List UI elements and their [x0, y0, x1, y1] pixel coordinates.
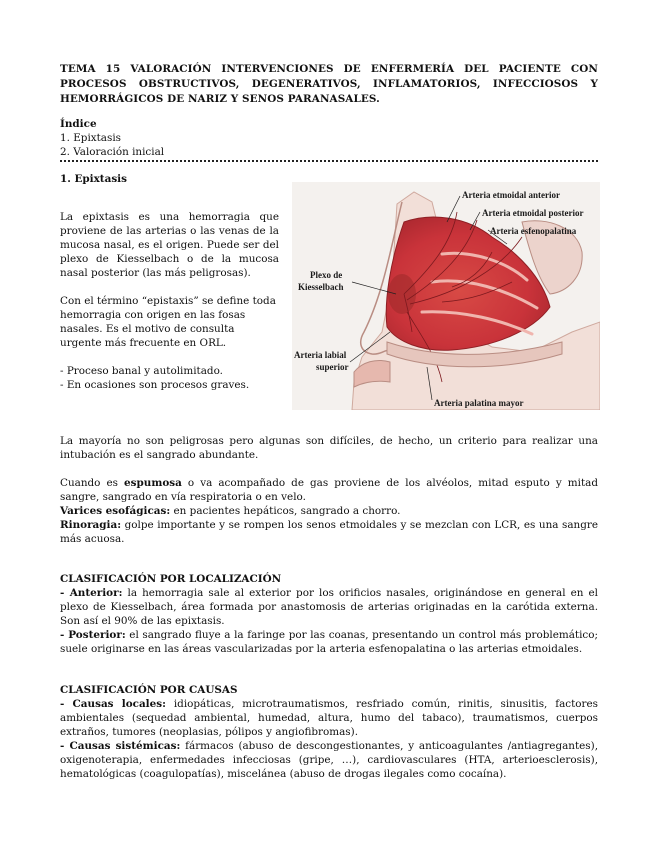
dotted-divider — [60, 160, 598, 162]
label-etmoidal-anterior: Arteria etmoidal anterior — [462, 190, 560, 200]
nasal-anatomy-figure — [292, 182, 600, 410]
cuando-bold: espumosa — [124, 477, 182, 489]
bullet-item-1: - Proceso banal y autolimitado. — [60, 365, 223, 377]
anterior-text: la hemorragia sale al exterior por los orificios nasales, originándose en general en el plexo de Kiesselbach, área formada por anastomosis de arterias originadas en la carótida externa. Son así el 90% de las epixtasis. — [60, 587, 598, 627]
item-causas-sistemicas — [60, 739, 598, 781]
label-plexo-line2: Kiesselbach — [298, 282, 344, 292]
locales-text: idiopáticas, microtraumatismos, resfriado común, rinitis, sinusitis, factores ambientales (sequedad ambiental, humedad, altura, humo del tabaco), traumatismos, cuerpos extraños, tumores (neoplasias, pólipos y angiofibromas). — [60, 698, 599, 738]
paragraph-cuando — [60, 476, 598, 504]
posterior-label: - Posterior: — [60, 629, 126, 641]
cuando-pre: Cuando es — [60, 477, 125, 489]
label-plexo-line1: Plexo de — [310, 270, 343, 280]
index-section — [60, 117, 164, 159]
label-labial-line2: superior — [316, 362, 349, 372]
label-palatina-mayor: Arteria palatina mayor — [434, 398, 524, 408]
varices-label: Varices esofágicas: — [60, 505, 171, 517]
anterior-label: - Anterior: — [60, 587, 123, 599]
sistemicas-text: fármacos (abuso de descongestionantes, y anticoagulantes /antiagregantes), oxigenoterapia, enfermedades infecciosas (gripe, …), cardiovasculares (HTA, arterioesclerosis), hematológicas (coagulopatías), miscelánea (abuso de drogas ilegales como cocaína). — [60, 740, 598, 780]
locales-label: - Causas locales: — [60, 698, 166, 710]
varices-text: en pacientes hepáticos, sangrado a chorro. — [170, 505, 401, 517]
paragraph-group-tipos — [60, 476, 598, 546]
bullet-item-2: - En ocasiones son procesos graves. — [60, 379, 250, 391]
rinorragia-text: golpe importante y se rompen los senos etmoidales y se mezclan con LCR, es una sangre más acuosa. — [60, 519, 598, 545]
rinorragia-label: Rinoragia: — [60, 519, 122, 531]
intro-paragraph-2: Con el término “epistaxis” se define toda hemorragia con origen en las fosas nasales. Es el motivo de consulta urgente más frecuente en ORL. — [60, 295, 276, 349]
section-clasificacion-localizacion — [60, 572, 598, 656]
index-item-2: 2. Valoración inicial — [60, 146, 165, 158]
intro-paragraph-1: La epixtasis es una hemorragia que proviene de las arterias o las venas de la mucosa nasal, es el origen. Puede ser del plexo de Kiesselbach o de la mucosa nasal posterior (las más peligrosas). — [60, 211, 279, 279]
nasal-anatomy-illustration — [292, 182, 600, 410]
sistemicas-label: - Causas sistémicas: — [60, 740, 181, 752]
heading-clasificacion-causas: CLASIFICACIÓN POR CAUSAS — [60, 684, 238, 696]
paragraph-varices — [60, 504, 598, 518]
document-title: TEMA 15 VALORACIÓN INTERVENCIONES DE ENFERMERÍA DEL PACIENTE CON PROCESOS OBSTRUCTIVOS, DEGENERATIVOS, INFLAMATORIOS, INFECCIOSOS Y HEMORRÁGICOS DE NARIZ Y SENOS PARANASALES. — [60, 63, 598, 105]
item-posterior — [60, 628, 598, 656]
section-clasificacion-causas — [60, 683, 598, 781]
item-causas-locales — [60, 697, 598, 739]
index-item-1: 1. Epixtasis — [60, 132, 121, 144]
label-etmoidal-posterior: Arteria etmoidal posterior — [482, 208, 584, 218]
item-anterior — [60, 586, 598, 628]
paragraph-mayoria: La mayoría no son peligrosas pero algunas son difíciles, de hecho, un criterio para realizar una intubación es el sangrado abundante. — [60, 435, 598, 461]
intro-column — [60, 210, 279, 392]
cuando-post: o va acompañado de gas proviene de los alvéolos, mitad esputo y mitad sangre, sangrado en vía respiratoria o en velo. — [60, 477, 598, 503]
label-esfenopalatina: Arteria esfenopalatina — [490, 226, 577, 236]
posterior-text: el sangrado fluye a la faringe por las coanas, presentando un control más problemático; suele originarse en las áreas vascularizadas por la arteria esfenopalatina o las arterias etmoidales. — [60, 629, 598, 655]
index-heading: Índice — [60, 118, 97, 130]
section-heading-epixtasis: 1. Epixtasis — [60, 173, 127, 185]
label-labial-line1: Arteria labial — [294, 350, 347, 360]
paragraph-rinorragia — [60, 518, 598, 546]
heading-clasificacion-localizacion: CLASIFICACIÓN POR LOCALIZACIÓN — [60, 573, 282, 585]
bullet-list — [60, 364, 279, 392]
